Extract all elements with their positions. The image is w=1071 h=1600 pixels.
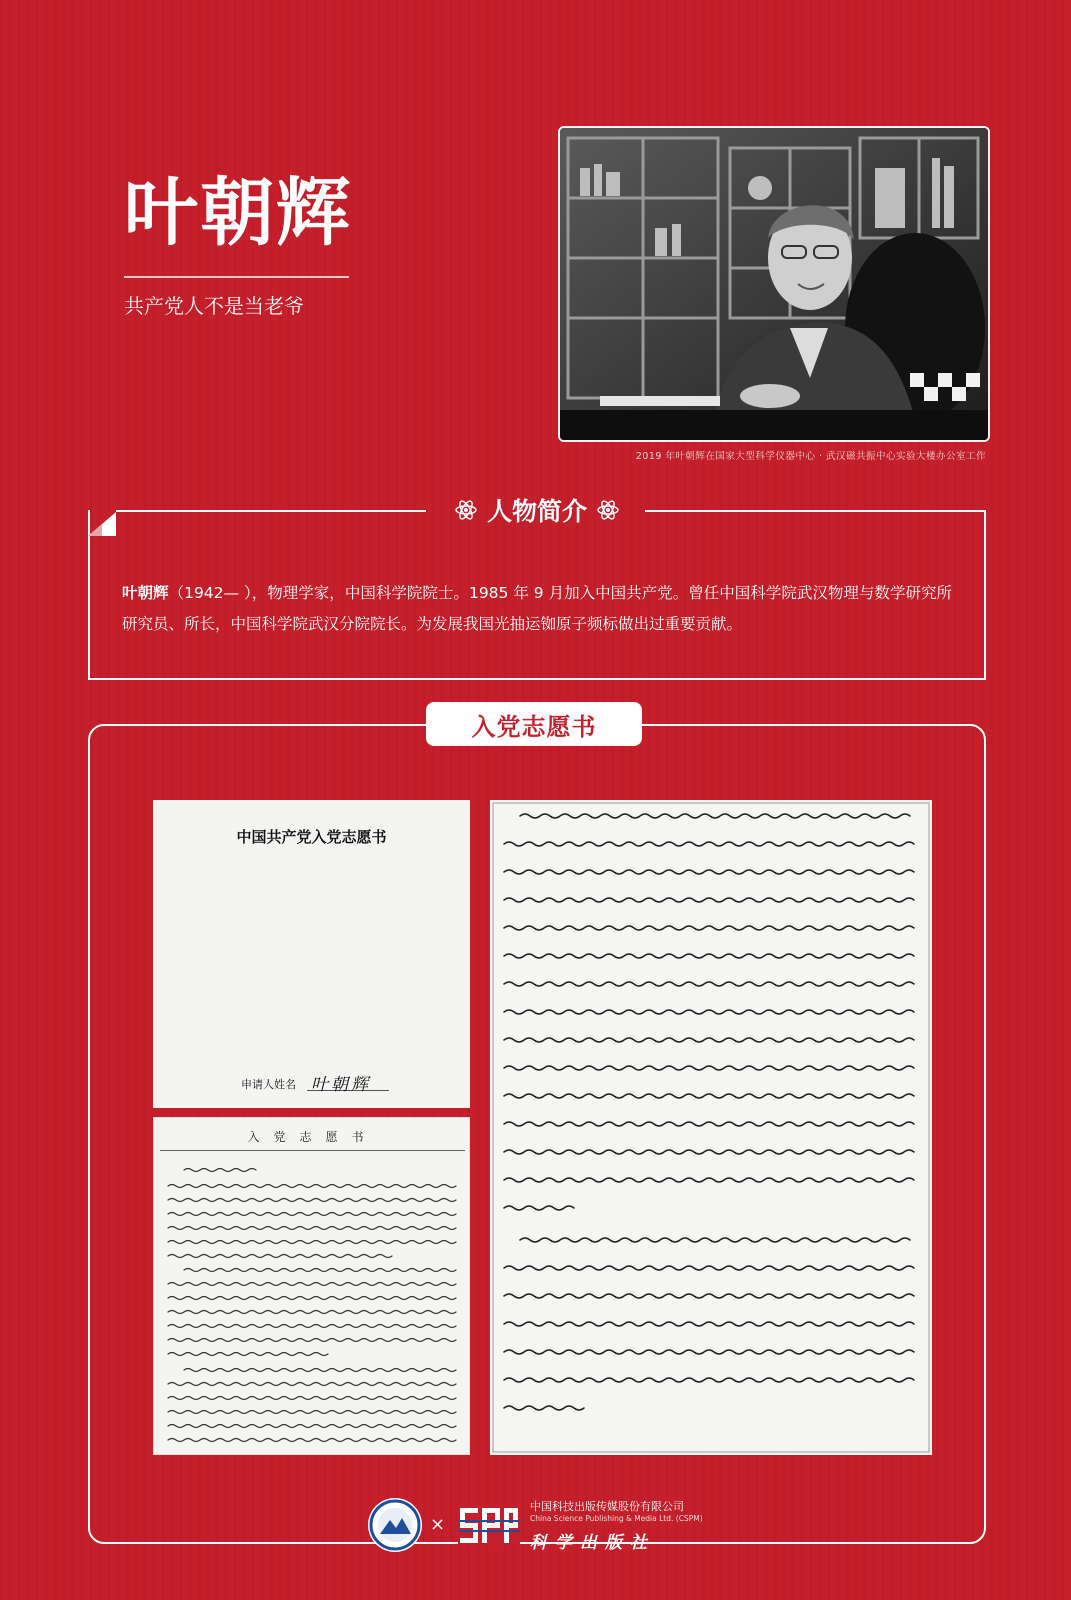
separator-cross: × bbox=[430, 1514, 446, 1535]
atom-icon bbox=[597, 499, 619, 521]
application-page-two bbox=[490, 800, 932, 1455]
application-label: 入党志愿书 bbox=[426, 702, 642, 746]
application-page-one bbox=[153, 1117, 470, 1455]
cover-title: 中国共产党入党志愿书 bbox=[236, 828, 387, 846]
bio-heading bbox=[434, 490, 640, 530]
applicant-name-label: 申请人姓名 bbox=[241, 1078, 296, 1091]
page-one-title: 入党志愿书 bbox=[247, 1130, 378, 1144]
photo-caption: 2019 年叶朝辉在国家大型科学仪器中心 · 武汉磁共振中心实验大楼办公室工作 bbox=[635, 451, 986, 462]
bio-paragraph bbox=[122, 578, 952, 640]
person-name: 叶朝辉 bbox=[124, 170, 352, 256]
bio-border-top-left bbox=[116, 510, 426, 512]
bio-body: （1942— ），物理学家，中国科学院院士。1985 年 9 月加入中国共产党。曾任中国科学院武汉物理与数学研究所研究员、所长，中国科学院武汉分院院长。为发展我国光抽运铷原子频标做出过重要贡献。 bbox=[122, 584, 952, 633]
publisher-brand: 科学出版社 bbox=[530, 1533, 655, 1553]
page-one-rule bbox=[160, 1150, 465, 1151]
bio-heading-text: 人物简介 bbox=[486, 497, 587, 526]
publisher-name-cn: 中国科技出版传媒股份有限公司 bbox=[530, 1500, 684, 1513]
cspm-logo bbox=[456, 1500, 522, 1550]
page-subtitle: 共产党人不是当老爷 bbox=[124, 294, 304, 318]
portrait-photo bbox=[558, 126, 990, 442]
publisher-name-en: China Science Publishing & Media Ltd. (CSPM) bbox=[530, 1514, 703, 1523]
folded-corner-icon bbox=[86, 510, 118, 538]
handwriting-large bbox=[490, 800, 932, 1455]
handwriting-small bbox=[154, 1158, 471, 1456]
application-cover-page bbox=[153, 800, 470, 1108]
bio-border-top-right bbox=[645, 510, 986, 512]
title-divider bbox=[124, 276, 349, 278]
bio-name: 叶朝辉 bbox=[122, 584, 169, 602]
atom-icon bbox=[455, 499, 477, 521]
applicant-signature: 叶朝辉 bbox=[311, 1075, 371, 1095]
academy-logo bbox=[368, 1498, 422, 1552]
